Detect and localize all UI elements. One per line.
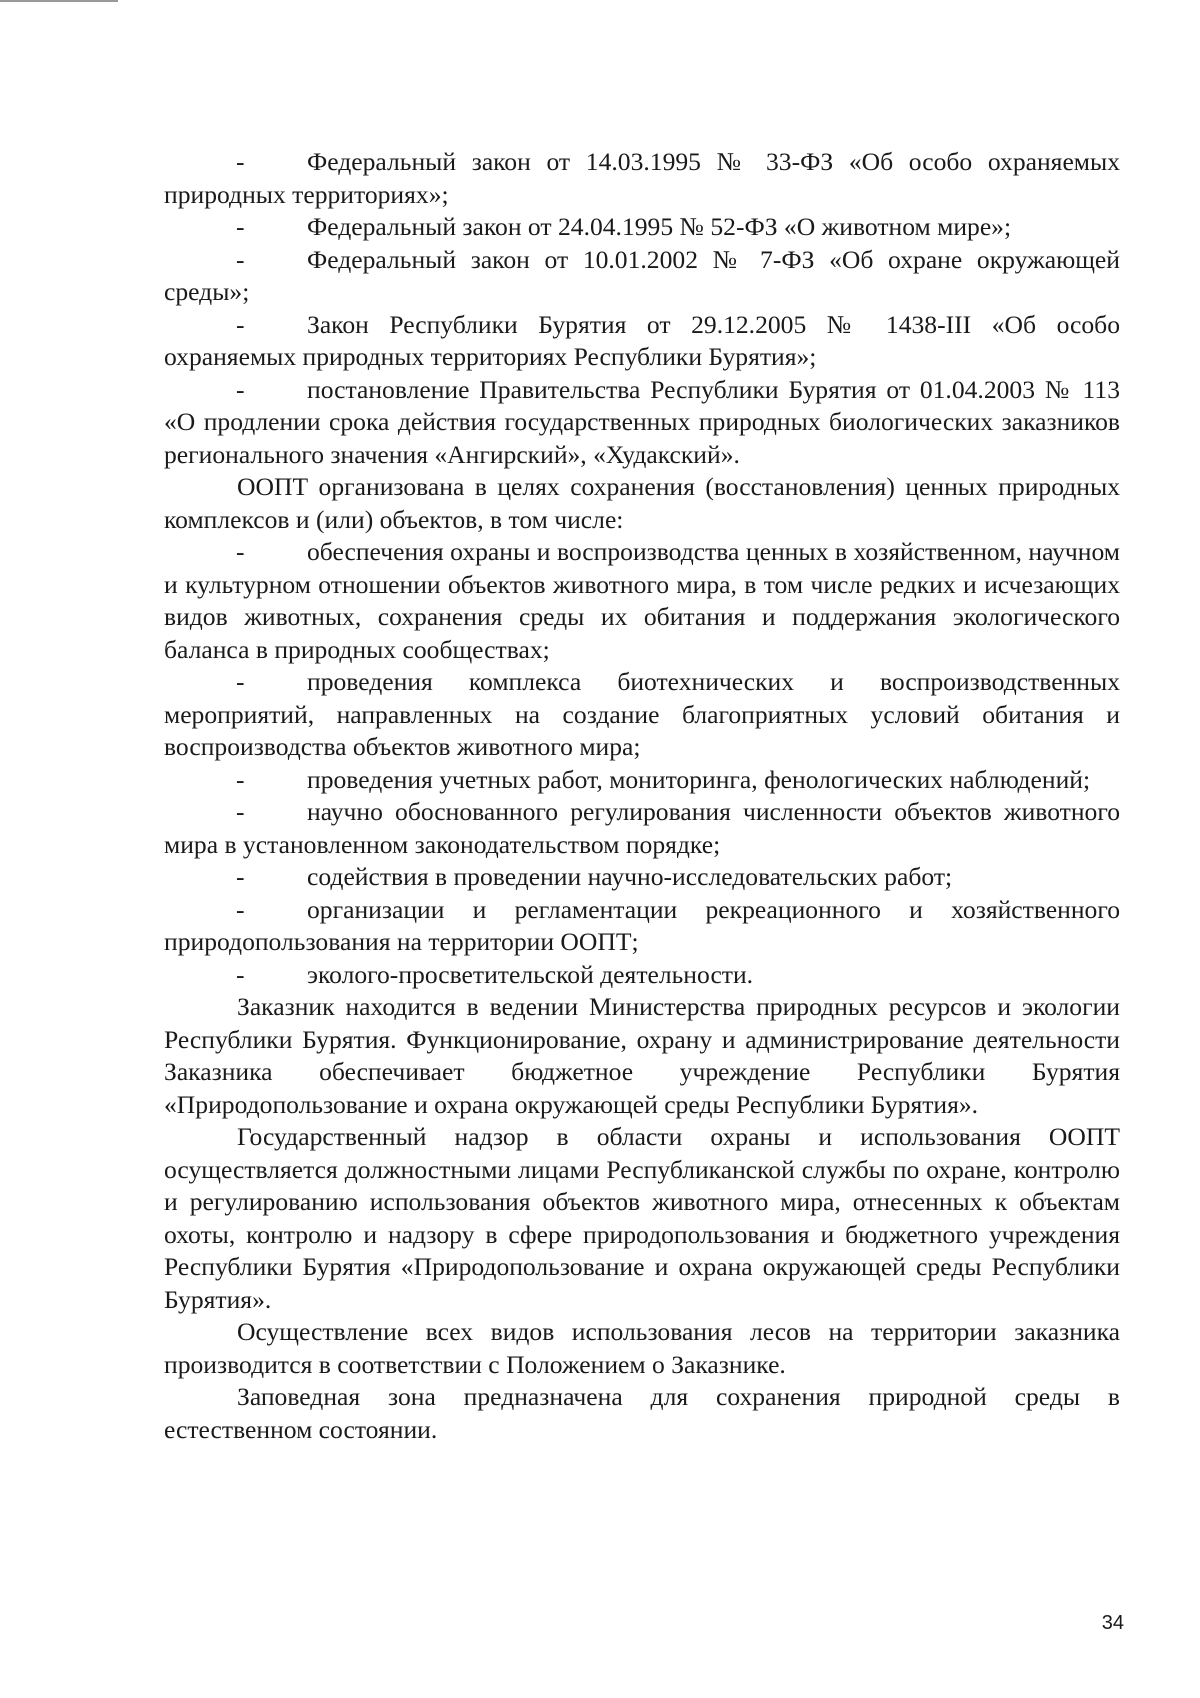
list-marker: - [236, 244, 245, 274]
list-marker: - [236, 959, 245, 989]
paragraph: Заказник находится в ведении Министерства природных ресурсов и экологии Республики Бурятия. Функционирование, охрану и администрирование деятельности Заказника обеспечивает бюджетное учреждение Республики Бурятия «Природопользование и охрана окружающей среды Республики Бурятия». [164, 992, 1120, 1119]
list-marker: - [236, 374, 245, 404]
list-item-text: содействия в проведении научно-исследовательских работ; [307, 862, 953, 891]
list-marker: - [236, 147, 245, 176]
list-item [164, 374, 1120, 472]
paragraph: ООПТ организована в целях сохранения (восстановления) ценных природных комплексов и (или) объектов, в том числе: [164, 472, 1120, 534]
list-item-text: Федеральный закон от 14.03.1995 № 33-ФЗ «Об особо охраняемых природных территориях»; [164, 147, 1120, 209]
list-item-text: проведения учетных работ, мониторинга, фенологических наблюдений; [307, 764, 1091, 794]
list-item-text: проведения комплекса биотехнических и воспроизводственных мероприятий, направленных на создание благоприятных условий обитания и воспроизводства объектов животного мира; [164, 667, 1120, 761]
list-item-text: постановление Правительства Республики Бурятия от 01.04.2003 № 113 «О продлении срока действия государственных природных биологических заказников регионального значения «Ангирский», «Худакский». [164, 374, 1120, 469]
list-marker: - [236, 862, 245, 891]
list-marker: - [236, 894, 245, 924]
list-item [164, 146, 1120, 211]
list-item-text: Федеральный закон от 24.04.1995 № 52-ФЗ «О животном мире»; [307, 212, 1012, 241]
list-item [164, 796, 1120, 861]
list-marker: - [236, 309, 245, 339]
list-item [164, 536, 1120, 666]
list-item [164, 666, 1120, 764]
list-marker: - [236, 797, 245, 826]
paragraph: Государственный надзор в области охраны и использования ООПТ осуществляется должностными лицами Республиканской службы по охране, контролю и регулированию использования объектов животного мира, отнесенных к объектам охоты, контролю и надзору в сфере природопользования и бюджетного учреждения Республики Бурятия «Природопользование и охрана окружающей среды Республики Бурятия». [164, 1122, 1120, 1314]
list-item-text: обеспечения охраны и воспроизводства ценных в хозяйственном, научном и культурном отношении объектов животного мира, в том числе редких и исчезающих видов животных, сохранения среды их обитания и поддержания экологического баланса в природных сообществах; [164, 537, 1120, 664]
document-body [164, 146, 1120, 1446]
list-item [164, 211, 1120, 244]
list-item [164, 244, 1120, 309]
list-item [164, 861, 1120, 894]
page-number: 34 [1101, 1612, 1124, 1634]
list-item [164, 764, 1120, 797]
list-marker: - [236, 764, 245, 794]
list-item-text: Федеральный закон от 10.01.2002 № 7-ФЗ «Об охране окружающей среды»; [164, 244, 1120, 306]
list-item [164, 309, 1120, 374]
list-item-text: организации и регламентации рекреационного и хозяйственного природопользования на территории ООПТ; [164, 894, 1120, 956]
list-marker: - [236, 212, 245, 241]
list-item [164, 959, 1120, 992]
scan-edge-line [0, 0, 118, 2]
list-item-text: эколого-просветительской деятельности. [307, 959, 754, 989]
list-item [164, 894, 1120, 959]
list-marker: - [236, 537, 245, 566]
paragraph: Заповедная зона предназначена для сохранения природной среды в естественном состоянии. [164, 1382, 1120, 1444]
paragraph: Осуществление всех видов использования лесов на территории заказника производится в соответствии с Положением о Заказнике. [164, 1317, 1120, 1379]
list-item-text: научно обоснованного регулирования численности объектов животного мира в установленном законодательством порядке; [164, 797, 1120, 859]
list-item-text: Закон Республики Бурятия от 29.12.2005 № 1438-III «Об особо охраняемых природных территориях Республики Бурятия»; [164, 309, 1120, 371]
list-marker: - [236, 667, 245, 696]
